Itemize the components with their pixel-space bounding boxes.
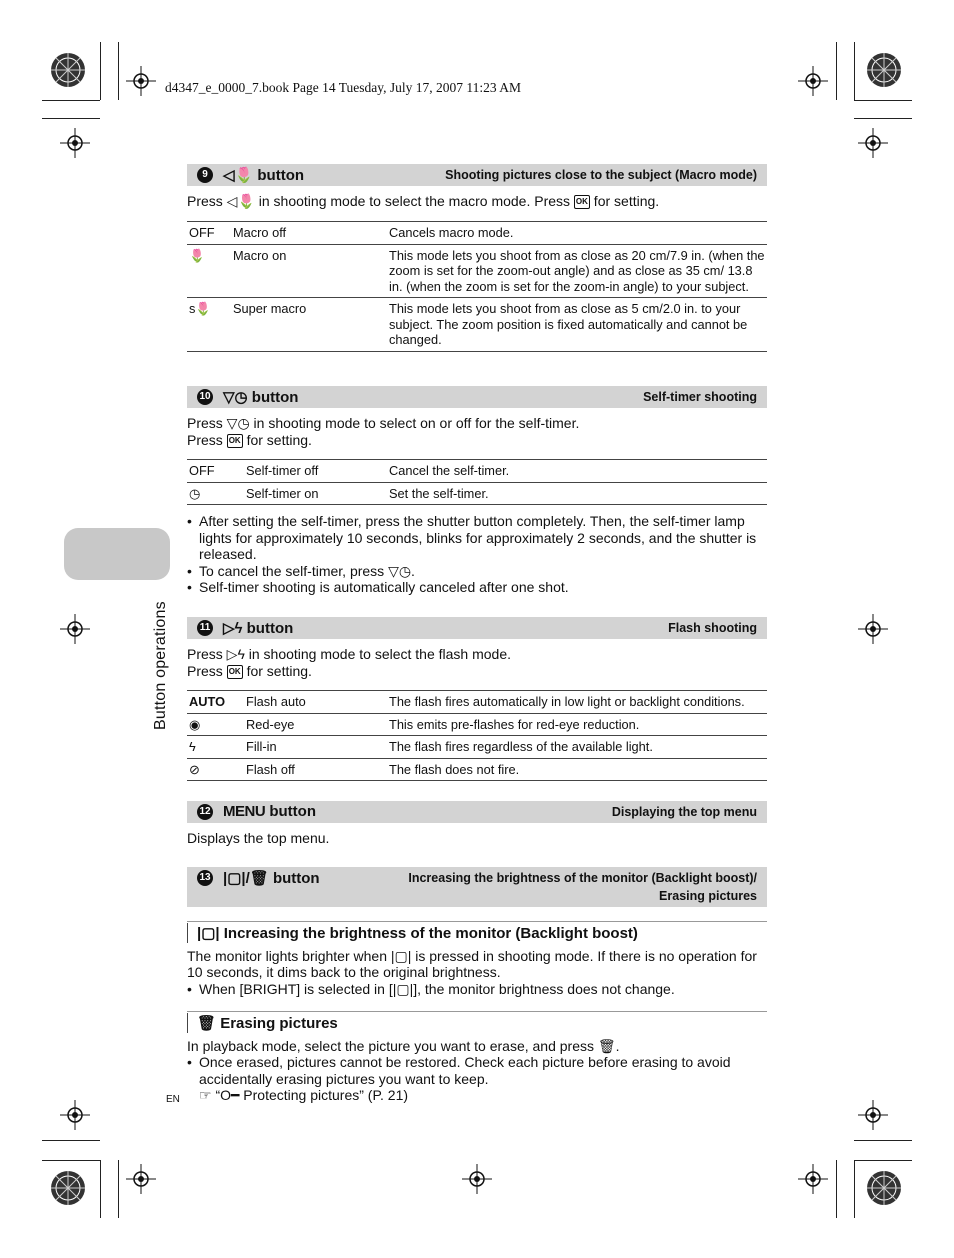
- section-title: ▽◷ button: [223, 389, 299, 406]
- book-line: d4347_e_0000_7.book Page 14 Tuesday, July 17, 2007 11:23 AM: [165, 80, 522, 95]
- super-macro-icon: s🌷: [187, 298, 231, 352]
- divider: [187, 1013, 188, 1033]
- mode-desc: Set the self-timer.: [387, 482, 767, 505]
- menu-intro: Displays the top menu.: [187, 830, 330, 846]
- section-header-self-timer: [187, 386, 767, 408]
- registration-wheel-icon: [50, 1170, 86, 1206]
- flash-intro-2: [187, 663, 312, 680]
- list-item: • Self-timer shooting is automatically canceled after one shot.: [187, 579, 767, 596]
- section-subtitle: Shooting pictures close to the subject (Macro mode): [445, 168, 757, 182]
- language-code: EN: [166, 1094, 180, 1105]
- registration-wheel-icon: [866, 52, 902, 88]
- table-row: [187, 691, 767, 714]
- section-title: |▢|/🗑 button: [223, 870, 320, 887]
- section-number: 9: [197, 167, 213, 183]
- crosshair-icon: [798, 1164, 828, 1194]
- list-item: • After setting the self-timer, press the shutter button completely. Then, the self-timer lamp lights for approximately 10 seconds, blinks for approximately 2 seconds, and the shutter is released.: [187, 513, 767, 563]
- ok-button-icon: OK: [227, 434, 243, 448]
- section-header-macro: [187, 164, 767, 186]
- intro-text: Press: [187, 432, 227, 448]
- mode-desc: This emits pre-flashes for red-eye reduction.: [387, 713, 767, 736]
- section-number: 12: [197, 804, 213, 820]
- mode-name: Self-timer on: [244, 482, 387, 505]
- crosshair-icon: [60, 128, 90, 158]
- crosshair-icon: [858, 614, 888, 644]
- table-row: [187, 244, 767, 298]
- crosshair-icon: [462, 1164, 492, 1194]
- backlight-subheader: [187, 921, 767, 944]
- fill-in-flash-icon: ϟ: [187, 736, 244, 759]
- list-item: • Once erased, pictures cannot be restored. Check each picture before erasing to avoid accidentally erasing pictures you want to keep.: [187, 1054, 767, 1087]
- section-header-flash: [187, 617, 767, 639]
- erase-notes: [187, 1054, 767, 1104]
- intro-text: Press ◁🌷 in shooting mode to select the macro mode. Press: [187, 193, 574, 209]
- flash-table: [187, 690, 767, 781]
- intro-text: Press: [187, 663, 227, 679]
- subsection-title: 🗑 Erasing pictures: [197, 1015, 338, 1032]
- intro-text: for setting.: [242, 663, 312, 679]
- mode-icon: OFF: [187, 222, 231, 245]
- mode-desc: This mode lets you shoot from as close as 20 cm/7.9 in. (when the zoom is set for the zoom-out angle) and as close as 35 cm/ 13.8 in. (when the zoom is set for the zoom-in angle) to your subject.: [387, 244, 767, 298]
- mode-icon: OFF: [187, 460, 244, 483]
- crosshair-icon: [858, 128, 888, 158]
- title-rest: button: [265, 803, 316, 820]
- macro-icon: 🌷: [187, 244, 231, 298]
- mode-desc: The flash fires regardless of the available light.: [387, 736, 767, 759]
- crosshair-icon: [60, 1100, 90, 1130]
- section-subtitle: Self-timer shooting: [643, 390, 757, 404]
- self-timer-intro: Press ▽◷ in shooting mode to select on or off for the self-timer.: [187, 415, 580, 431]
- mode-desc: The flash does not fire.: [387, 758, 767, 781]
- red-eye-icon: ◉: [187, 713, 244, 736]
- intro-text: for setting.: [589, 193, 660, 209]
- divider: [187, 923, 188, 943]
- mode-name: Macro off: [231, 222, 387, 245]
- table-row: [187, 736, 767, 759]
- cross-reference: ☞ “O━ Protecting pictures” (P. 21): [199, 1087, 409, 1103]
- self-timer-icon: ◷: [187, 482, 244, 505]
- list-item: • To cancel the self-timer, press ▽◷.: [187, 563, 767, 580]
- section-subtitle: Displaying the top menu: [611, 805, 757, 819]
- list-item: • When [BRIGHT] is selected in [|▢|], the monitor brightness does not change.: [187, 981, 767, 998]
- ok-button-icon: OK: [227, 665, 243, 679]
- self-timer-intro-2: [187, 432, 312, 449]
- crosshair-icon: [858, 1100, 888, 1130]
- flash-intro: Press ▷ϟ in shooting mode to select the flash mode.: [187, 646, 512, 662]
- macro-table: [187, 221, 767, 352]
- section-number: 13: [197, 870, 213, 886]
- mode-name: Flash auto: [244, 691, 387, 714]
- crosshair-icon: [60, 614, 90, 644]
- crosshair-icon: [798, 66, 828, 96]
- mode-name: Super macro: [231, 298, 387, 352]
- mode-desc: This mode lets you shoot from as close as 5 cm/2.0 in. to your subject. The zoom position is fixed automatically and cannot be changed.: [387, 298, 767, 352]
- mode-desc: The flash fires automatically in low light or backlight conditions.: [387, 691, 767, 714]
- mode-name: Red-eye: [244, 713, 387, 736]
- subtitle-line: Increasing the brightness of the monitor (Backlight boost)/: [408, 871, 757, 885]
- section-number: 10: [197, 389, 213, 405]
- registration-wheel-icon: [866, 1170, 902, 1206]
- table-row: [187, 713, 767, 736]
- section-title: ◁🌷 button: [223, 167, 305, 184]
- table-row: [187, 758, 767, 781]
- backlight-notes: [187, 981, 767, 998]
- flash-off-icon: ⊘: [187, 758, 244, 781]
- mode-desc: Cancels macro mode.: [387, 222, 767, 245]
- menu-label: MENU: [223, 803, 266, 820]
- self-timer-notes: [187, 513, 767, 596]
- section-title: [223, 803, 316, 820]
- crosshair-icon: [126, 66, 156, 96]
- section-header-backlight-erase: [187, 867, 767, 907]
- mode-desc: Cancel the self-timer.: [387, 460, 767, 483]
- side-label: Button operations: [152, 601, 169, 730]
- section-number: 11: [197, 620, 213, 636]
- table-row: [187, 222, 767, 245]
- backlight-text: The monitor lights brighter when |▢| is pressed in shooting mode. If there is no operation for: [187, 948, 757, 964]
- section-header-menu: [187, 801, 767, 823]
- mode-name: Macro on: [231, 244, 387, 298]
- crosshair-icon: [126, 1164, 156, 1194]
- table-row: [187, 482, 767, 505]
- registration-wheel-icon: [50, 52, 86, 88]
- subsection-title: |▢| Increasing the brightness of the monitor (Backlight boost): [197, 925, 638, 942]
- section-subtitle: Flash shooting: [668, 621, 757, 635]
- side-tab: [64, 528, 170, 580]
- table-row: [187, 298, 767, 352]
- mode-name: Fill-in: [244, 736, 387, 759]
- table-row: [187, 460, 767, 483]
- mode-name: Self-timer off: [244, 460, 387, 483]
- ok-button-icon: OK: [574, 195, 590, 209]
- mode-name: Flash off: [244, 758, 387, 781]
- erase-subheader: [187, 1011, 767, 1034]
- section-subtitle: [408, 869, 757, 905]
- backlight-text-2: 10 seconds, it dims back to the original brightness.: [187, 964, 501, 980]
- self-timer-table: [187, 459, 767, 505]
- intro-text: for setting.: [242, 432, 312, 448]
- flash-auto-icon: AUTO: [187, 691, 244, 714]
- erase-text: In playback mode, select the picture you want to erase, and press 🗑.: [187, 1038, 620, 1054]
- section-title: ▷ϟ button: [223, 620, 294, 637]
- macro-intro: [187, 193, 659, 210]
- subtitle-line: Erasing pictures: [659, 889, 757, 903]
